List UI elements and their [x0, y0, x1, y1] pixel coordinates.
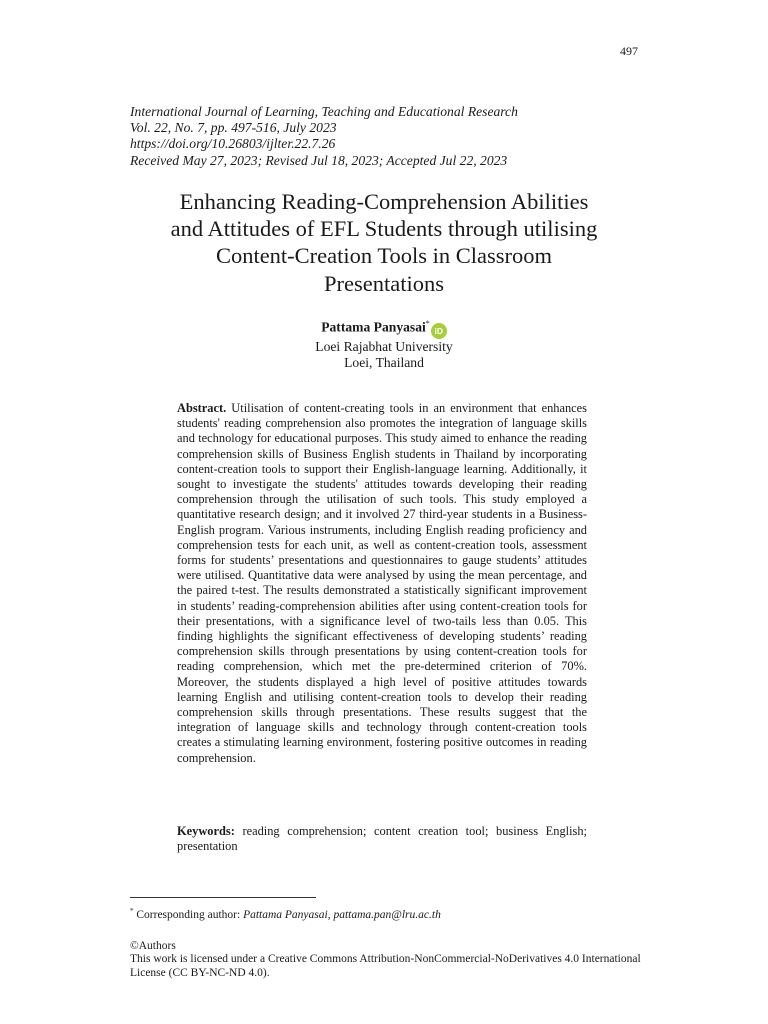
abstract-text: Utilisation of content-creating tools in an environment that enhances students' reading comprehension also promotes the integration of language skills and technology for educational purposes. This study aimed to enhance the reading comprehension skills of Business English students in Thailand by incorporating content-creation tools to support their English-language learning. Additionally, it sought to investigate the students' attitudes towards developing their reading comprehension through the utilisation of such tools. This study employed a quantitative research design; and it involved 27 third-year students in a Business-English program. Various instruments, including English reading proficiency and comprehension tests for each unit, as well as content-creation tools, assessment forms for students’ presentations and questionnaires to gauge students’ attitudes were utilised. Quantitative data were analysed by using the mean percentage, and the paired t-test. The results demonstrated a statistically significant improvement in students’ reading-comprehension abilities after using content-creation tools for their presentations, with a significance level of two-tails less than 0.05. This finding highlights the significant effectiveness of developing students’ reading comprehension skills through presentations by using content-creation tools for reading comprehension, which met the pre-determined criterion of 70%. Moreover, the students displayed a high level of positive attitudes towards learning English and utilising content-creation tools to develop their reading comprehension skills through presentations. These results suggest that the integration of language skills and technology through content-creation tools creates a stimulating learning environment, fostering positive outcomes in reading comprehension.	[177, 401, 587, 765]
keywords	[177, 824, 587, 854]
title-line: Content-Creation Tools in Classroom	[215, 243, 553, 269]
footnote	[130, 904, 650, 922]
footnote-label: Corresponding author:	[136, 908, 241, 921]
author-name: Pattama Panyasai	[321, 319, 426, 335]
abstract-label: Abstract.	[177, 401, 227, 415]
journal-volume: Vol. 22, No. 7, pp. 497-516, July 2023	[130, 120, 337, 136]
author-location: Loei, Thailand	[344, 355, 424, 371]
page-number: 497	[620, 44, 638, 58]
author-marker: *	[425, 319, 430, 328]
journal-doi-link[interactable]: https://doi.org/10.26803/ijlter.22.7.26	[130, 136, 336, 152]
journal-name: International Journal of Learning, Teaching and Educational Research	[130, 104, 518, 119]
keywords-text: reading comprehension; content creation tool; business English; presentation	[177, 824, 587, 854]
journal-dates: Received May 27, 2023; Revised Jul 18, 2023; Accepted Jul 22, 2023	[130, 152, 508, 168]
author-line	[130, 316, 638, 339]
footnote-divider	[130, 897, 316, 898]
title-line: and Attitudes of EFL Students through utilising	[170, 216, 598, 242]
title-line: Enhancing Reading-Comprehension Abilities	[179, 189, 589, 214]
journal-info	[130, 104, 650, 169]
copyright: ©Authors	[130, 940, 176, 952]
keywords-label: Keywords:	[177, 824, 235, 838]
footnote-marker: *	[130, 907, 134, 915]
title-line: Presentations	[324, 270, 444, 296]
abstract	[177, 401, 587, 766]
paper-title	[130, 188, 638, 297]
license-block	[130, 940, 650, 980]
author-affiliation: Loei Rajabhat University	[315, 338, 453, 354]
footnote-value: Pattama Panyasai, pattama.pan@lru.ac.th	[243, 908, 441, 921]
author-block	[130, 316, 638, 372]
orcid-icon[interactable]: iD	[431, 323, 447, 339]
license-text: This work is licensed under a Creative Commons Attribution-NonCommercial-NoDerivatives 4.0 International License (CC BY-NC-ND 4.0).	[130, 953, 641, 979]
